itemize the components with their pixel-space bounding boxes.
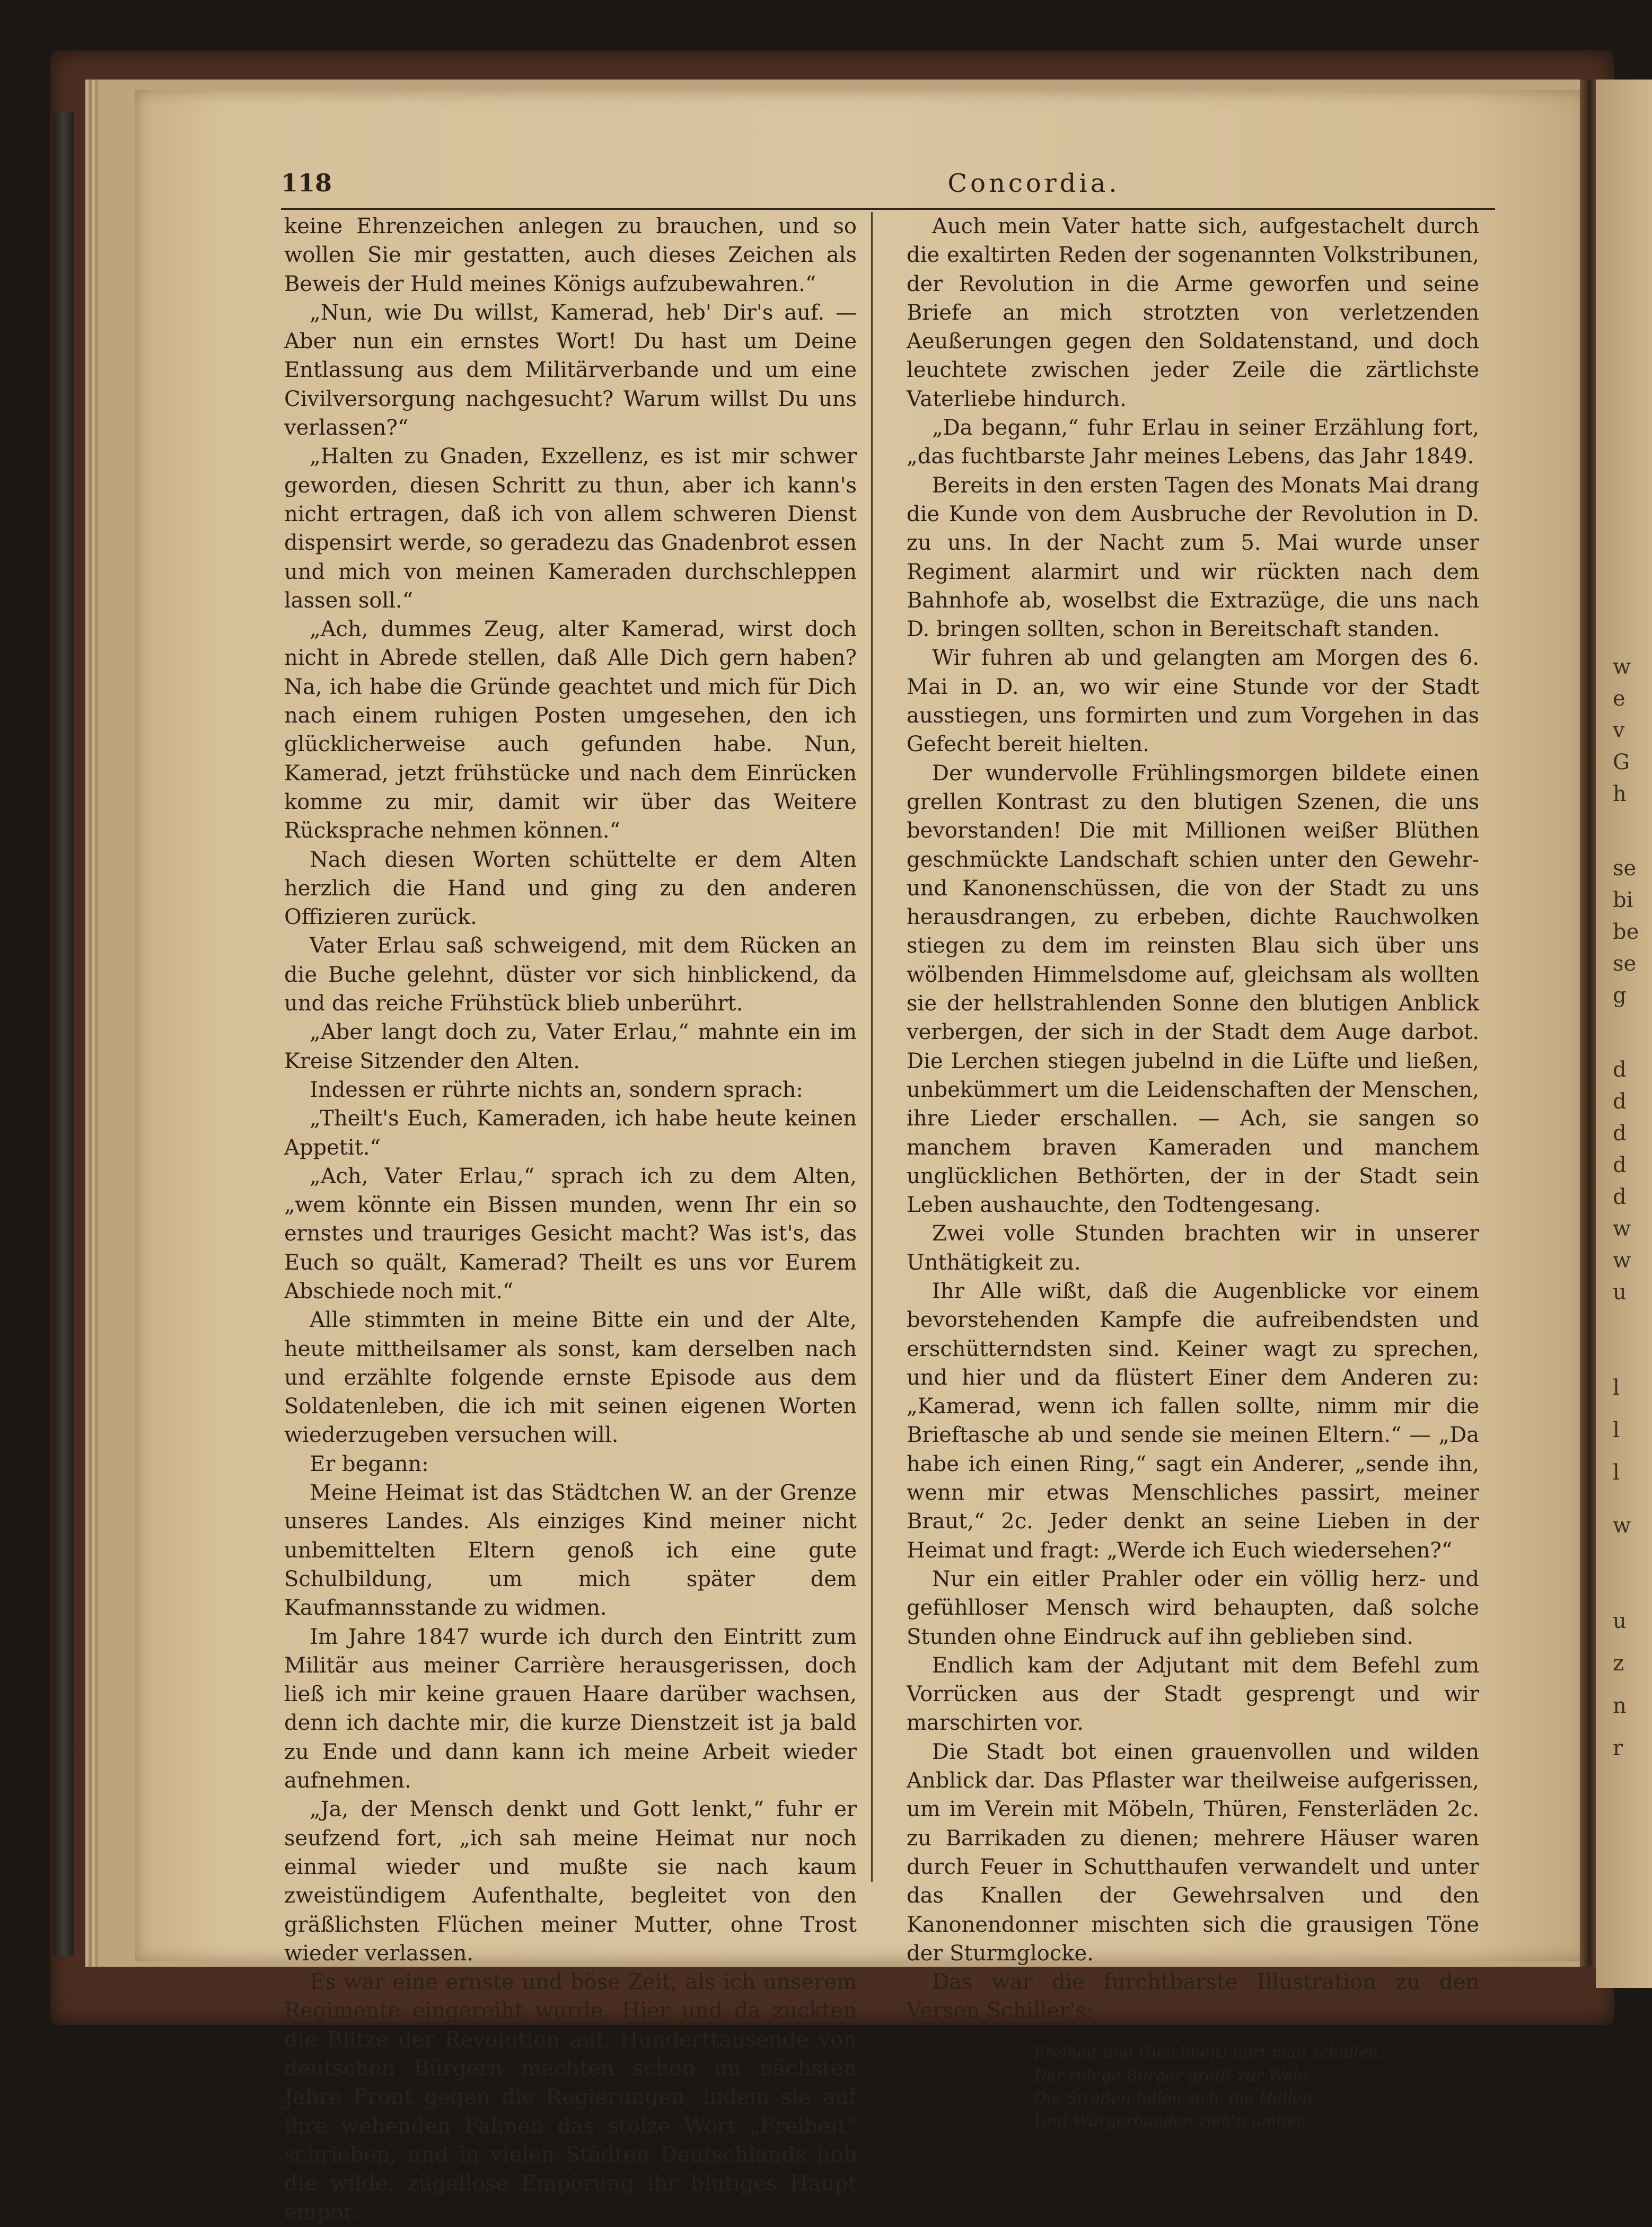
facing-page-fragment: v <box>1613 718 1625 743</box>
paragraph: „Ja, der Mensch denkt und Gott lenkt,“ fuhr er seufzend fort, „ich sah meine Heimat nur noch einmal wieder und mußte sie nach kaum zweistündigem Aufenthalte, begleitet von den gräßlichsten Flüchen meiner Mutter, ohne Trost wieder verlassen. <box>284 1797 857 1966</box>
running-title: Concordia. <box>947 169 1120 198</box>
facing-page-fragment: e <box>1613 686 1625 711</box>
left-column <box>284 212 857 2227</box>
book-spine-edge <box>53 111 74 1956</box>
verse-line: Der ruh'ge Bürger greift zur Wehr, <box>1034 2066 1314 2085</box>
paragraph: Das war die furchtbarste Illustration zu den Versen Schiller's: <box>907 1970 1479 2023</box>
facing-page-fragment: w <box>1613 1217 1631 1241</box>
paragraph: Die Stadt bot einen grauenvollen und wilden Anblick dar. Das Pflaster war theilweise aufgerissen, um im Verein mit Möbeln, Thüren, Fensterläden 2c. zu Barrikaden zu dienen; mehrere Häuser waren durch Feuer in Schutthaufen verwandelt und unter das Knallen der Gewehrsalven und den Kanonendonner mischten sich die grausigen Töne der Sturmglocke. <box>907 1739 1479 1966</box>
facing-page-fragment: n <box>1613 1694 1627 1718</box>
facing-page-fragment: l <box>1613 1418 1620 1442</box>
verse-line: Freiheit und Gleichheit! hört man schallen, <box>1034 2043 1384 2062</box>
facing-page-fragment: w <box>1613 1248 1631 1273</box>
paragraph: Der wundervolle Frühlingsmorgen bildete einen grellen Kontrast zu den blutigen Szenen, die uns bevorstanden! Die mit Millionen weißer Blüthen geschmückte Landschaft schien unter den Gewehr- und Kanonenschüssen, die von der Stadt zu uns herausdrangen, zu erbeben, dichte Rauchwolken stiegen zu dem im reinsten Blau sich über uns wölbenden Himmelsdome auf, gleichsam als wollten sie der hellstrahlenden Sonne den blutigen Anblick verbergen, der sich in der Stadt dem Auge darbot. Die Lerchen stiegen jubelnd in die Lüfte und ließen, unbekümmert um die Leidenschaften der Menschen, ihre Lieder erschallen. — Ach, sie sangen so manchem braven Kameraden und manchem unglücklichen Bethörten, der in der Stadt sein Leben aushauchte, den Todtengesang. <box>907 761 1479 1218</box>
paragraph: Bereits in den ersten Tagen des Monats Mai drang die Kunde von dem Ausbruche der Revolution in D. zu uns. In der Nacht zum 5. Mai wurde unser Regiment alarmirt und wir rückten nach dem Bahnhofe ab, woselbst die Extrazüge, die uns nach D. bringen sollten, schon in Bereitschaft standen. <box>907 473 1479 642</box>
paragraph: Indessen er rührte nichts an, sondern sprach: <box>310 1077 803 1102</box>
facing-page-fragment: d <box>1613 1058 1627 1082</box>
facing-page-fragment: d <box>1613 1185 1627 1209</box>
header-rule <box>281 208 1495 210</box>
paragraph: Es war eine ernste und böse Zeit, als ich unserem Regimente eingereiht wurde. Hier und da zuckten die Blitze der Revolution auf, Hunderttausende von deutschen Bürgern machten schon im nächsten Jahre Front gegen die Regierungen, indem sie auf ihre wehenden Fahnen das stolze Wort „Freiheit“ schrieben, und in vielen Städten Deutschlands hob die wilde, zügellose Empörung ihr blutiges Haupt empor. <box>284 1970 857 2225</box>
paragraph: Ihr Alle wißt, daß die Augenblicke vor einem bevorstehenden Kampfe die aufreibendsten und erschütterndsten sind. Keiner wagt zu sprechen, und hier und da flüstert Einer dem Anderen zu: „Kamerad, wenn ich fallen sollte, nimm mir die Brieftasche ab und sende sie meinen Eltern.“ — „Da habe ich einen Ring,“ sagt ein Anderer, „sende ihn, wenn mir etwas Menschliches passirt, meiner Braut,“ 2c. Jeder denkt an seine Lieben in der Heimat und fragt: „Werde ich Euch wiedersehen?“ <box>907 1279 1479 1563</box>
paragraph: Nur ein eitler Prahler oder ein völlig herz- und gefühlloser Mensch wird behaupten, daß solche Stunden ohne Eindruck auf ihn geblieben sind. <box>907 1566 1479 1649</box>
facing-page-fragment: G <box>1613 750 1630 774</box>
paragraph: „Theilt's Euch, Kameraden, ich habe heute keinen Appetit.“ <box>284 1106 857 1160</box>
facing-page-fragment: d <box>1613 1153 1627 1177</box>
paragraph: Er begann: <box>310 1451 429 1476</box>
facing-page-fragment: w <box>1613 655 1631 679</box>
page-number: 118 <box>281 169 332 197</box>
paragraph: Alle stimmten in meine Bitte ein und der Alte, heute mittheilsamer als sonst, kam derselben nach und erzählte folgende ernste Episode aus dem Soldatenleben, die ich mit seinen eigenen Worten wiederzugeben versuchen will. <box>284 1308 857 1448</box>
facing-page-fragment: l <box>1613 1460 1620 1485</box>
paragraph: Im Jahre 1847 wurde ich durch den Eintritt zum Militär aus meiner Carrière herausgerissen, doch ließ ich mir keine grauen Haare darüber wachsen, denn ich dachte mir, die kurze Dienstzeit ist ja bald zu Ende und dann kann ich meine Arbeit wieder aufnehmen. <box>284 1624 857 1793</box>
facing-page-fragment: d <box>1613 1121 1627 1146</box>
facing-page-fragment: se <box>1613 856 1637 881</box>
facing-page-fragment: bi <box>1613 888 1633 912</box>
facing-page-edge <box>1596 80 1652 1988</box>
paragraph: „Aber langt doch zu, Vater Erlau,“ mahnte ein im Kreise Sitzender den Alten. <box>284 1020 857 1073</box>
facing-page-fragment: d <box>1613 1089 1627 1114</box>
book-gutter <box>1580 80 1596 1967</box>
paragraph: „Ach, dummes Zeug, alter Kamerad, wirst doch nicht in Abrede stellen, daß Alle Dich gern haben? Na, ich habe die Gründe geachtet und mich für Dich nach einem ruhigen Posten umgesehen, den ich glücklicherweise auch gefunden habe. Nun, Kamerad, jetzt frühstücke und nach dem Einrücken komme zu mir, damit wir über das Weitere Rücksprache nehmen können.“ <box>284 617 857 843</box>
verse-quote <box>1034 2041 1479 2133</box>
facing-page-fragment: u <box>1613 1280 1627 1305</box>
paragraph: „Ach, Vater Erlau,“ sprach ich zu dem Alten, „wem könnte ein Bissen munden, wenn Ihr ein so ernstes und trauriges Gesicht macht? Was ist's, das Euch so quält, Kamerad? Theilt es uns vor Eurem Abschiede noch mit.“ <box>284 1164 857 1304</box>
paragraph: „Halten zu Gnaden, Exzellenz, es ist mir schwer geworden, diesen Schritt zu thun, aber ich kann's nicht ertragen, daß ich von allem schweren Dienst dispensirt werde, so geradezu das Gnadenbrot essen und mich von meinen Kameraden durchschleppen lassen soll.“ <box>284 444 857 613</box>
facing-page-fragment: h <box>1613 782 1627 806</box>
paragraph: „Nun, wie Du willst, Kamerad, heb' Dir's auf. — Aber nun ein ernstes Wort! Du hast um Deine Entlassung aus dem Militärverbande und um eine Civilversorgung nachgesucht? Warum willst Du uns verlassen?“ <box>284 300 857 441</box>
facing-page-fragment: z <box>1613 1651 1624 1676</box>
paragraph: Meine Heimat ist das Städtchen W. an der Grenze unseres Landes. Als einziges Kind meiner nicht unbemittelten Eltern genoß ich eine gute Schulbildung, um mich später dem Kaufmannsstande zu widmen. <box>284 1481 857 1621</box>
paragraph: Endlich kam der Adjutant mit dem Befehl zum Vorrücken aus der Stadt gesprengt und wir marschirten vor. <box>907 1653 1479 1736</box>
paragraph: keine Ehrenzeichen anlegen zu brauchen, und so wollen Sie mir gestatten, auch dieses Zeichen als Beweis der Huld meines Königs aufzubewahren.“ <box>284 214 857 296</box>
paragraph: Vater Erlau saß schweigend, mit dem Rücken an die Buche gelehnt, düster vor sich hinblickend, da und das reiche Frühstück blieb unberührt. <box>284 934 857 1016</box>
facing-page-fragment: g <box>1613 983 1627 1008</box>
facing-page-fragment: be <box>1613 920 1639 944</box>
paragraph: Zwei volle Stunden brachten wir in unserer Unthätigkeit zu. <box>907 1221 1479 1275</box>
right-column <box>907 212 1479 2133</box>
facing-page-fragment: u <box>1613 1609 1627 1633</box>
facing-page-fragment: se <box>1613 952 1637 976</box>
verse-line: Und Würgerbanden zieh'n umher. <box>1034 2111 1307 2131</box>
page-header <box>281 169 1495 211</box>
paragraph: Nach diesen Worten schüttelte er dem Alten herzlich die Hand und ging zu den anderen Offizieren zurück. <box>284 847 857 930</box>
facing-page-fragment: w <box>1613 1513 1631 1538</box>
facing-page-fragment: r <box>1613 1736 1623 1761</box>
paragraph: „Da begann,“ fuhr Erlau in seiner Erzählung fort, „das fuchtbarste Jahr meines Lebens, das Jahr 1849. <box>907 416 1479 469</box>
verse-line: Die Straßen füllen sich, die Hallen, <box>1034 2089 1317 2108</box>
column-divider <box>871 212 873 1882</box>
facing-page-fragment: l <box>1613 1376 1620 1400</box>
paragraph: Auch mein Vater hatte sich, aufgestachelt durch die exaltirten Reden der sogenannten Volkstribunen, der Revolution in die Arme geworfen und seine Briefe an mich strotzten von verletzenden Aeußerungen gegen den Soldatenstand, und doch leuchtete zwischen jeder Zeile die zärtlichste Vaterliebe hindurch. <box>907 214 1479 411</box>
paragraph: Wir fuhren ab und gelangten am Morgen des 6. Mai in D. an, wo wir eine Stunde vor der Stadt ausstiegen, uns formirten und zum Vorgehen in das Gefecht bereit hielten. <box>907 646 1479 757</box>
